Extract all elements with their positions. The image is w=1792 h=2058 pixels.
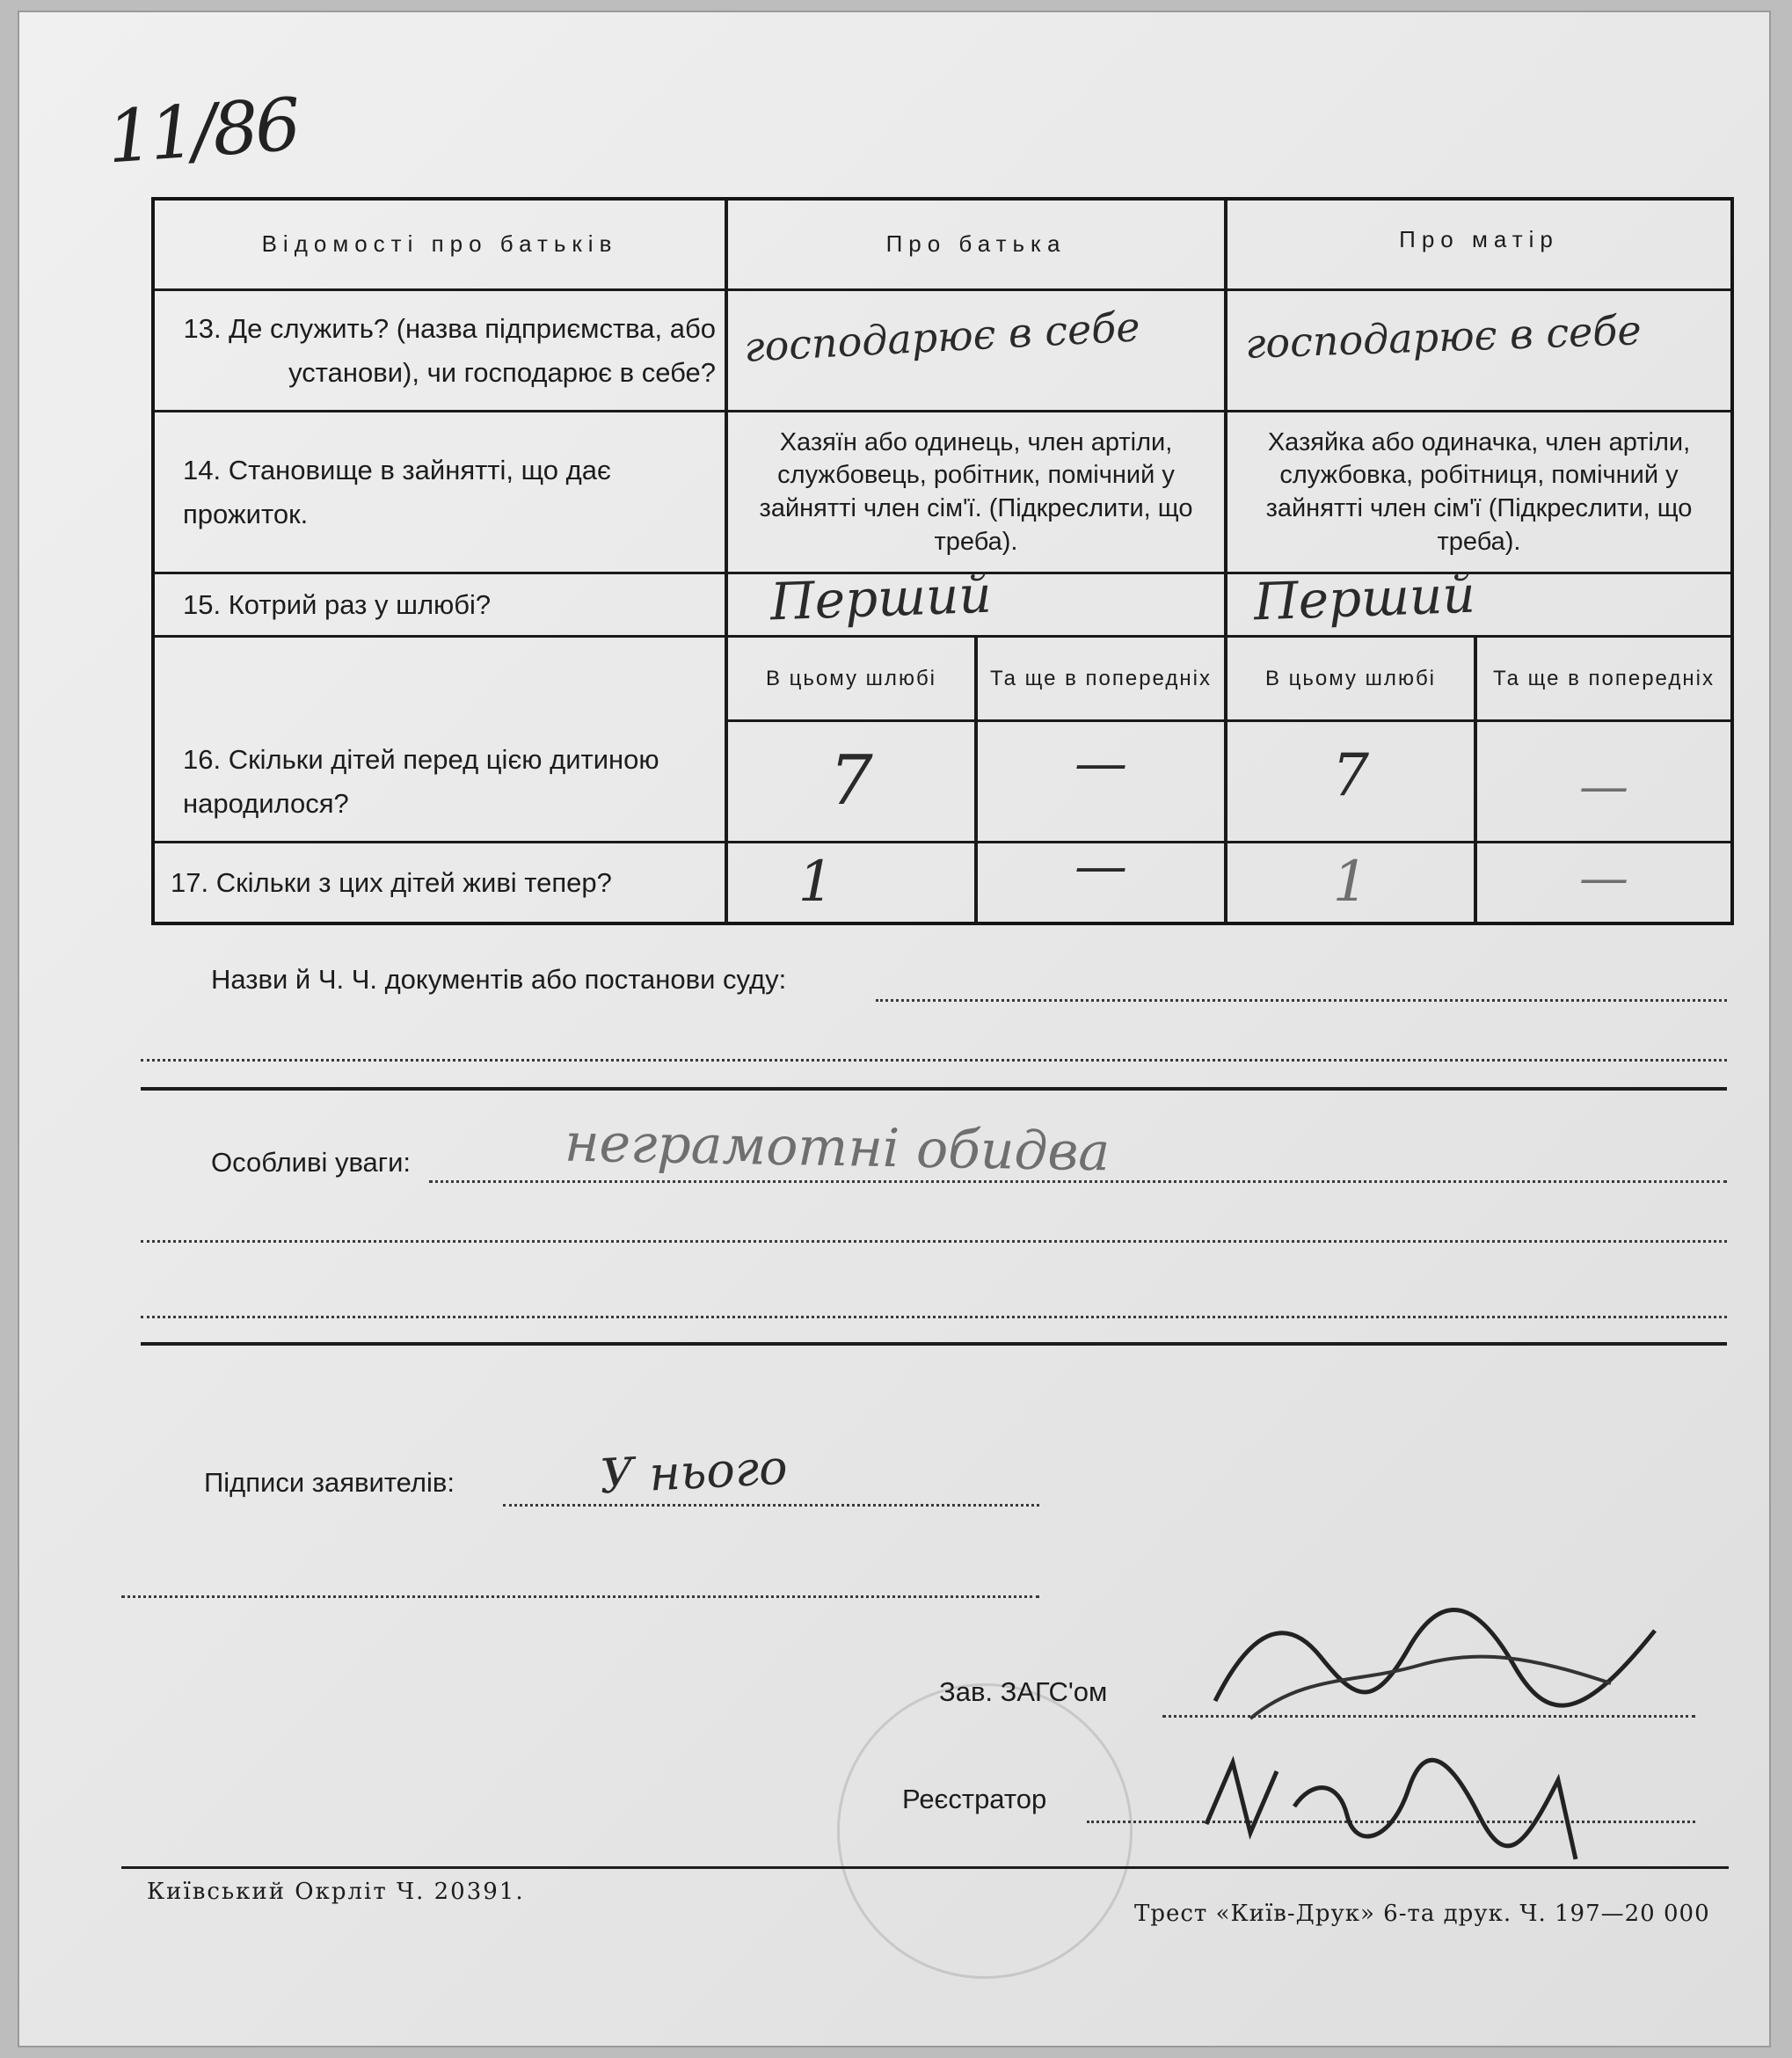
options-14-mother: Хазяйка або одиначка, член артіли, службовка, робітниця, помічний у зайнятті член сім'ї (Підкреслити, що треба). bbox=[1265, 427, 1693, 556]
zags-head-label: Зав. ЗАГС'ом bbox=[939, 1676, 1108, 1707]
notes-label: Особливі уваги: bbox=[211, 1147, 412, 1178]
options-14-father: Хазяїн або одинець, член артіли, службовець, робітник, помічний у зайнятті член сім'ї. (Підкреслити, що треба). bbox=[759, 427, 1193, 556]
answer-16-father-prev: — bbox=[1074, 733, 1127, 794]
parents-info-table bbox=[151, 197, 1734, 925]
documents-separator bbox=[141, 1087, 1727, 1091]
registrar-label: Реєстратор bbox=[902, 1784, 1047, 1814]
notes-line bbox=[429, 1180, 1727, 1183]
subheader-mother-previous: Та ще в попередніх bbox=[1493, 667, 1715, 691]
answer-17-father-this: 1 bbox=[798, 850, 834, 916]
documents-label: Назви й Ч. Ч. документів або постанови суду: bbox=[211, 964, 787, 995]
subheader-father-this-marriage: В цьому шлюбі bbox=[765, 667, 937, 691]
answer-13-mother: господарює в себе bbox=[1244, 306, 1643, 368]
header-about-parents: Відомості про батьків bbox=[261, 230, 618, 258]
subheader-mother-this-marriage: В цьому шлюбі bbox=[1264, 667, 1437, 691]
question-15: 15. Котрий раз у шлюбі? bbox=[183, 589, 492, 621]
question-17: 17. Скільки з цих дітей живі тепер? bbox=[171, 867, 612, 899]
documents-line bbox=[141, 1059, 1727, 1062]
answer-13-father: господарює в себе bbox=[742, 303, 1141, 371]
subheader-father-previous: Та ще в попередніх bbox=[990, 667, 1212, 691]
question-13: 13. Де служить? (назва підприємства, або установи), чи господарює в себе? bbox=[183, 313, 716, 388]
answer-17-mother-prev: — bbox=[1579, 849, 1628, 907]
answer-15-mother: Перший bbox=[1252, 564, 1476, 632]
notes-separator bbox=[141, 1342, 1727, 1346]
footer-separator bbox=[121, 1866, 1729, 1869]
faded-stamp bbox=[837, 1683, 1133, 1979]
signatures-line bbox=[503, 1504, 1039, 1507]
question-14: 14. Становище в зайнятті, що дає прожиток. bbox=[183, 455, 611, 529]
signatures-value: У нього bbox=[598, 1439, 789, 1505]
answer-16-mother-prev: — bbox=[1579, 757, 1628, 815]
archive-number: 11/86 bbox=[104, 83, 301, 180]
question-16: 16. Скільки дітей перед цією дитиною народилося? bbox=[183, 744, 659, 819]
row-divider bbox=[155, 635, 1730, 638]
form-sheet bbox=[19, 12, 1769, 2046]
answer-17-mother-this: 1 bbox=[1332, 850, 1369, 916]
answer-16-mother-this: 7 bbox=[1332, 741, 1369, 810]
notes-line bbox=[141, 1316, 1727, 1318]
answer-17-father-prev: — bbox=[1074, 836, 1127, 897]
notes-line bbox=[141, 1240, 1727, 1243]
documents-line bbox=[876, 999, 1727, 1002]
row-divider bbox=[155, 288, 1730, 291]
signatures-line bbox=[121, 1595, 1039, 1598]
answer-15-father: Перший bbox=[769, 564, 993, 632]
printer-note-right: Трест «Київ-Друк» 6-та друк. Ч. 197—20 000 bbox=[1134, 1901, 1710, 1927]
notes-value: неграмотні обидва bbox=[564, 1112, 1111, 1184]
header-about-father: Про батька bbox=[885, 230, 1067, 258]
zags-head-signature bbox=[1198, 1595, 1690, 1736]
printer-note-left: Київський Окрліт Ч. 20391. bbox=[147, 1879, 525, 1905]
row-divider bbox=[725, 719, 1730, 722]
registrar-signature bbox=[1189, 1727, 1646, 1877]
header-about-mother: Про матір bbox=[1399, 226, 1559, 253]
row-divider bbox=[155, 410, 1730, 412]
signatures-label: Підписи заявителів: bbox=[204, 1467, 455, 1498]
answer-16-father-this: 7 bbox=[829, 741, 873, 821]
